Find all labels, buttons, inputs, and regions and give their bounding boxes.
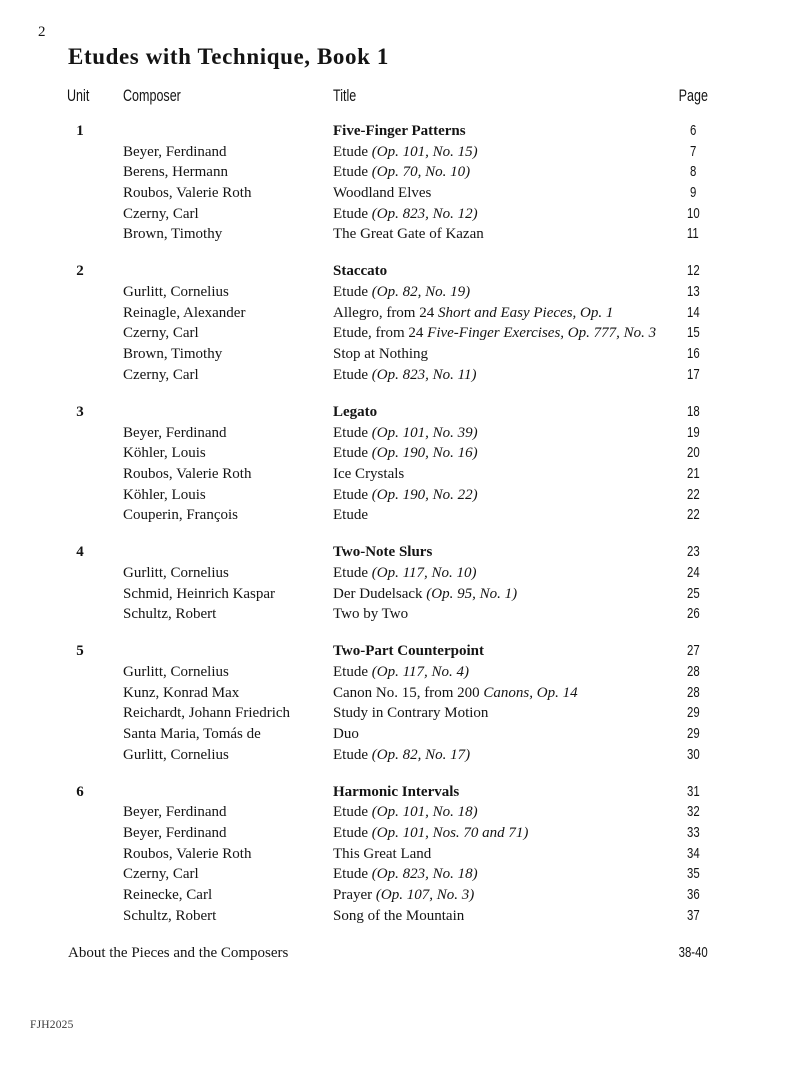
unit-block bbox=[60, 641, 720, 765]
composer-cell: Berens, Hermann bbox=[123, 164, 228, 181]
page-cell bbox=[655, 303, 731, 324]
title-cell bbox=[333, 542, 663, 563]
page-cell bbox=[655, 864, 731, 885]
composer-cell: Santa Maria, Tomás de bbox=[123, 726, 261, 743]
page-number: 24 bbox=[686, 563, 700, 581]
title-opus-italic: Canons, Op. 14 bbox=[483, 684, 578, 701]
composer-cell: Gurlitt, Cornelius bbox=[123, 284, 229, 301]
title-opus-italic: (Op. 823, No. 18) bbox=[371, 866, 478, 883]
composer-cell: Reinecke, Carl bbox=[123, 887, 213, 904]
composer-cell: Czerny, Carl bbox=[123, 366, 199, 383]
unit-block bbox=[60, 542, 720, 625]
title-cell bbox=[333, 641, 663, 662]
title-text: Etude bbox=[333, 284, 372, 301]
page-cell bbox=[655, 662, 731, 683]
page-number: 32 bbox=[686, 803, 700, 821]
composer-cell: Czerny, Carl bbox=[123, 325, 199, 342]
unit-number-cell bbox=[60, 703, 100, 724]
title-text: Two-Note Slurs bbox=[333, 544, 433, 561]
title-text: Duo bbox=[333, 726, 359, 743]
unit-number-cell bbox=[60, 724, 100, 745]
title-text: Two-Part Counterpoint bbox=[333, 643, 484, 660]
unit-number-cell bbox=[60, 683, 100, 704]
page-number: 30 bbox=[686, 745, 700, 763]
composer-cell: Czerny, Carl bbox=[123, 866, 199, 883]
unit-header-row bbox=[60, 402, 720, 423]
unit-number-cell bbox=[60, 584, 100, 605]
page-cell bbox=[655, 683, 731, 704]
composer-cell: Brown, Timothy bbox=[123, 226, 223, 243]
title-cell bbox=[333, 423, 663, 444]
title-opus-italic: (Op. 117, No. 4) bbox=[371, 664, 469, 680]
unit-block bbox=[60, 121, 720, 245]
page-number: 17 bbox=[686, 365, 700, 383]
page-cell bbox=[655, 402, 731, 423]
unit-number-cell bbox=[60, 344, 100, 365]
unit-number-cell bbox=[60, 204, 100, 225]
unit-header-row bbox=[60, 542, 720, 563]
composer-cell: Beyer, Ferdinand bbox=[123, 143, 227, 160]
page-cell bbox=[655, 563, 731, 584]
piece-row bbox=[60, 745, 720, 766]
composer-cell: Reinagle, Alexander bbox=[123, 304, 246, 321]
unit-number-cell: 2 bbox=[76, 263, 84, 280]
composer-cell: Beyer, Ferdinand bbox=[123, 825, 227, 842]
page-number: 8 bbox=[689, 163, 697, 181]
page-cell bbox=[655, 802, 731, 823]
unit-number-cell: 3 bbox=[76, 403, 84, 420]
title-text: Der Dudelsack bbox=[333, 585, 427, 602]
page-number: 16 bbox=[686, 345, 700, 363]
unit-number-cell bbox=[60, 323, 100, 344]
page-cell bbox=[655, 641, 731, 662]
title-text: Allegro, from 24 bbox=[333, 304, 438, 321]
page-number: 18 bbox=[686, 402, 700, 420]
page-number: 27 bbox=[686, 642, 700, 660]
title-text: Etude bbox=[333, 486, 372, 503]
publisher-plate-code: FJH2025 bbox=[30, 1019, 74, 1031]
page-cell bbox=[655, 365, 731, 386]
piece-row bbox=[60, 885, 720, 906]
page-cell bbox=[655, 542, 731, 563]
title-cell bbox=[333, 662, 663, 683]
unit-block bbox=[60, 402, 720, 526]
title-cell bbox=[333, 402, 663, 423]
unit-header-row bbox=[60, 782, 720, 803]
column-header-composer: Composer bbox=[123, 87, 181, 105]
composer-cell: Roubos, Valerie Roth bbox=[123, 465, 252, 482]
page-cell bbox=[655, 443, 731, 464]
piece-row bbox=[60, 505, 720, 526]
piece-row bbox=[60, 724, 720, 745]
column-header-title: Title bbox=[333, 87, 357, 105]
page-cell bbox=[655, 224, 731, 245]
page-cell bbox=[655, 423, 731, 444]
page-cell bbox=[655, 121, 731, 142]
composer-cell: Czerny, Carl bbox=[123, 205, 199, 222]
composer-cell: Schmid, Heinrich Kaspar bbox=[123, 585, 276, 602]
composer-cell: Kunz, Konrad Max bbox=[123, 684, 240, 701]
unit-header-row bbox=[60, 121, 720, 142]
title-text: Etude bbox=[333, 664, 372, 680]
page-number: 22 bbox=[686, 485, 700, 503]
unit-number-cell bbox=[60, 443, 100, 464]
title-text: Etude bbox=[333, 866, 372, 883]
title-cell bbox=[333, 282, 663, 303]
piece-row bbox=[60, 906, 720, 927]
piece-row bbox=[60, 282, 720, 303]
title-cell bbox=[333, 464, 663, 485]
title-text: Song of the Mountain bbox=[333, 907, 465, 924]
page-number: 34 bbox=[686, 844, 700, 862]
composer-cell: Schultz, Robert bbox=[123, 907, 217, 924]
piece-row bbox=[60, 584, 720, 605]
page-number: 15 bbox=[686, 324, 700, 342]
unit-number-cell bbox=[60, 365, 100, 386]
title-opus-italic: (Op. 95, No. 1) bbox=[426, 585, 518, 602]
unit-number-cell bbox=[60, 662, 100, 683]
piece-row bbox=[60, 365, 720, 386]
title-text: The Great Gate of Kazan bbox=[333, 226, 484, 243]
page-number: 28 bbox=[686, 683, 700, 701]
page-cell bbox=[655, 604, 731, 625]
unit-header-row bbox=[60, 641, 720, 662]
unit-number-cell bbox=[60, 162, 100, 183]
title-cell bbox=[333, 443, 663, 464]
title-cell bbox=[333, 563, 663, 584]
unit-header-row bbox=[60, 261, 720, 282]
page-number: 26 bbox=[686, 605, 700, 623]
unit-number-cell: 1 bbox=[76, 123, 84, 139]
title-cell bbox=[333, 724, 663, 745]
title-cell bbox=[333, 844, 663, 865]
unit-number-cell: 5 bbox=[76, 643, 84, 660]
page-number: 31 bbox=[686, 782, 700, 800]
title-text: Etude bbox=[333, 143, 372, 160]
composer-cell: Gurlitt, Cornelius bbox=[123, 564, 229, 581]
title-cell bbox=[333, 224, 663, 245]
title-opus-italic: (Op. 101, Nos. 70 and 71) bbox=[371, 825, 529, 842]
piece-row bbox=[60, 183, 720, 204]
title-text: Etude bbox=[333, 746, 372, 763]
piece-row bbox=[60, 344, 720, 365]
title-opus-italic: (Op. 823, No. 11) bbox=[371, 366, 477, 383]
title-opus-italic: (Op. 190, No. 16) bbox=[371, 445, 478, 462]
unit-number-cell bbox=[60, 885, 100, 906]
composer-cell: Roubos, Valerie Roth bbox=[123, 185, 252, 202]
page-cell bbox=[655, 906, 731, 927]
title-cell bbox=[333, 885, 663, 906]
title-opus-italic: (Op. 101, No. 39) bbox=[371, 424, 478, 441]
title-opus-italic: (Op. 107, No. 3) bbox=[375, 887, 475, 904]
toc-table bbox=[60, 87, 720, 964]
unit-number-cell bbox=[60, 604, 100, 625]
page-cell bbox=[655, 505, 731, 526]
composer-cell: Schultz, Robert bbox=[123, 606, 217, 623]
title-text: Etude bbox=[333, 507, 368, 524]
unit-number-cell: 4 bbox=[76, 544, 84, 561]
page-number: 35 bbox=[686, 865, 700, 883]
page-number: 25 bbox=[686, 584, 700, 602]
title-text: Etude bbox=[333, 424, 372, 441]
piece-row bbox=[60, 662, 720, 683]
title-text: Etude bbox=[333, 804, 372, 821]
unit-number-cell bbox=[60, 282, 100, 303]
unit-number-cell bbox=[60, 224, 100, 245]
page-number: 11 bbox=[687, 225, 699, 243]
title-cell bbox=[333, 204, 663, 225]
title-text: Woodland Elves bbox=[333, 185, 432, 202]
toc-units bbox=[60, 121, 720, 927]
page-number: 6 bbox=[689, 122, 697, 139]
page-number: 29 bbox=[686, 725, 700, 743]
page-cell bbox=[655, 282, 731, 303]
page-cell bbox=[655, 323, 731, 344]
piece-row bbox=[60, 823, 720, 844]
page-cell bbox=[655, 142, 731, 163]
title-text: Ice Crystals bbox=[333, 465, 405, 482]
title-text: This Great Land bbox=[333, 845, 432, 862]
title-opus-italic: (Op. 82, No. 17) bbox=[371, 746, 471, 763]
composer-cell: Beyer, Ferdinand bbox=[123, 804, 227, 821]
title-text: Etude bbox=[333, 564, 372, 581]
title-cell bbox=[333, 323, 663, 344]
title-cell bbox=[333, 261, 663, 282]
page-cell bbox=[655, 782, 731, 803]
unit-number-cell bbox=[60, 906, 100, 927]
page-number: 10 bbox=[686, 204, 700, 222]
unit-block bbox=[60, 782, 720, 927]
page-cell bbox=[655, 703, 731, 724]
title-opus-italic: (Op. 190, No. 22) bbox=[371, 486, 478, 503]
title-opus-italic: Five-Finger Exercises, Op. 777, No. 3 bbox=[427, 325, 657, 342]
page-cell bbox=[655, 183, 731, 204]
page-number: 9 bbox=[689, 184, 697, 202]
unit-number-cell bbox=[60, 505, 100, 526]
unit-number-cell bbox=[60, 485, 100, 506]
page-number: 28 bbox=[686, 663, 700, 680]
piece-row bbox=[60, 864, 720, 885]
title-cell bbox=[333, 183, 663, 204]
page-number: 23 bbox=[686, 543, 700, 561]
piece-row bbox=[60, 485, 720, 506]
title-cell bbox=[333, 344, 663, 365]
unit-block bbox=[60, 261, 720, 385]
page-cell bbox=[655, 584, 731, 605]
unit-number-cell bbox=[60, 563, 100, 584]
title-cell bbox=[333, 782, 663, 803]
title-text: Etude bbox=[333, 445, 372, 462]
page-cell bbox=[655, 485, 731, 506]
piece-row bbox=[60, 303, 720, 324]
title-cell bbox=[333, 802, 663, 823]
title-cell bbox=[333, 485, 663, 506]
piece-row bbox=[60, 323, 720, 344]
title-text: Study in Contrary Motion bbox=[333, 705, 489, 722]
page-cell bbox=[655, 344, 731, 365]
composer-cell: Brown, Timothy bbox=[123, 346, 223, 363]
title-cell bbox=[333, 906, 663, 927]
title-text: Staccato bbox=[333, 263, 388, 280]
piece-row bbox=[60, 204, 720, 225]
page-number: 33 bbox=[686, 824, 700, 842]
page-number: 29 bbox=[686, 704, 700, 722]
title-cell bbox=[333, 303, 663, 324]
page-number: 19 bbox=[686, 423, 700, 441]
about-label: About the Pieces and the Composers bbox=[68, 944, 289, 961]
page-cell bbox=[655, 823, 731, 844]
unit-number-cell bbox=[60, 823, 100, 844]
title-text: Prayer bbox=[333, 887, 376, 904]
title-text: Etude bbox=[333, 825, 372, 842]
piece-row bbox=[60, 423, 720, 444]
title-cell bbox=[333, 142, 663, 163]
unit-number-cell bbox=[60, 303, 100, 324]
piece-row bbox=[60, 464, 720, 485]
title-text: Etude bbox=[333, 164, 372, 181]
title-cell bbox=[333, 121, 663, 142]
title-text: Harmonic Intervals bbox=[333, 783, 460, 800]
title-text: Etude bbox=[333, 366, 372, 383]
title-cell bbox=[333, 703, 663, 724]
title-cell bbox=[333, 584, 663, 605]
page-number: 37 bbox=[686, 906, 700, 924]
piece-row bbox=[60, 443, 720, 464]
piece-row bbox=[60, 162, 720, 183]
title-text: Stop at Nothing bbox=[333, 346, 429, 363]
page-cell bbox=[655, 204, 731, 225]
unit-number-cell bbox=[60, 423, 100, 444]
title-cell bbox=[333, 864, 663, 885]
page-cell bbox=[655, 162, 731, 183]
title-opus-italic: (Op. 823, No. 12) bbox=[371, 205, 478, 222]
title-cell bbox=[333, 505, 663, 526]
page-number: 20 bbox=[686, 444, 700, 462]
title-cell bbox=[333, 823, 663, 844]
page-number-corner: 2 bbox=[38, 24, 46, 40]
page-number: 13 bbox=[686, 283, 700, 301]
title-opus-italic: (Op. 70, No. 10) bbox=[371, 164, 471, 181]
column-header-row bbox=[60, 87, 720, 105]
unit-number-cell bbox=[60, 464, 100, 485]
about-row bbox=[60, 943, 720, 964]
title-cell bbox=[333, 745, 663, 766]
piece-row bbox=[60, 844, 720, 865]
title-opus-italic: (Op. 101, No. 15) bbox=[371, 143, 478, 160]
page-cell bbox=[655, 724, 731, 745]
page-number: 14 bbox=[686, 303, 700, 321]
title-opus-italic: (Op. 101, No. 18) bbox=[371, 804, 478, 821]
title-text: Five-Finger Patterns bbox=[333, 123, 466, 139]
unit-number-cell bbox=[60, 142, 100, 163]
column-header-unit: Unit bbox=[67, 87, 90, 105]
book-title: Etudes with Technique, Book 1 bbox=[68, 44, 389, 69]
title-text: Canon No. 15, from 200 bbox=[333, 684, 484, 701]
page-number: 36 bbox=[686, 886, 700, 904]
page-cell bbox=[655, 261, 731, 282]
title-cell bbox=[333, 683, 663, 704]
about-page-number: 38-40 bbox=[678, 943, 708, 961]
piece-row bbox=[60, 604, 720, 625]
title-opus-italic: (Op. 82, No. 19) bbox=[371, 284, 471, 301]
piece-row bbox=[60, 224, 720, 245]
composer-cell: Köhler, Louis bbox=[123, 486, 206, 503]
composer-cell: Couperin, François bbox=[123, 507, 238, 524]
column-header-page: Page bbox=[678, 87, 708, 105]
composer-cell: Reichardt, Johann Friedrich bbox=[123, 705, 291, 722]
page-number: 7 bbox=[689, 142, 697, 160]
composer-cell: Gurlitt, Cornelius bbox=[123, 746, 229, 763]
title-cell bbox=[333, 162, 663, 183]
page-number: 21 bbox=[686, 464, 700, 482]
title-opus-italic: (Op. 117, No. 10) bbox=[371, 564, 477, 581]
page-cell bbox=[655, 844, 731, 865]
page-cell bbox=[655, 885, 731, 906]
page-cell bbox=[655, 745, 731, 766]
title-cell bbox=[333, 604, 663, 625]
title-text: Two by Two bbox=[333, 606, 409, 623]
unit-number-cell bbox=[60, 844, 100, 865]
piece-row bbox=[60, 802, 720, 823]
piece-row bbox=[60, 563, 720, 584]
page-number: 22 bbox=[686, 506, 700, 524]
page-number: 12 bbox=[686, 262, 700, 280]
composer-cell: Gurlitt, Cornelius bbox=[123, 664, 229, 680]
piece-row bbox=[60, 683, 720, 704]
unit-number-cell bbox=[60, 183, 100, 204]
piece-row bbox=[60, 142, 720, 163]
title-text: Legato bbox=[333, 403, 378, 420]
piece-row bbox=[60, 703, 720, 724]
title-text: Etude, from 24 bbox=[333, 325, 428, 342]
title-text: Etude bbox=[333, 205, 372, 222]
unit-number-cell bbox=[60, 745, 100, 766]
composer-cell: Roubos, Valerie Roth bbox=[123, 845, 252, 862]
unit-number-cell: 6 bbox=[76, 783, 84, 800]
unit-number-cell bbox=[60, 802, 100, 823]
unit-number-cell bbox=[60, 864, 100, 885]
composer-cell: Beyer, Ferdinand bbox=[123, 424, 227, 441]
composer-cell: Köhler, Louis bbox=[123, 445, 206, 462]
page-cell bbox=[655, 464, 731, 485]
title-opus-italic: Short and Easy Pieces, Op. 1 bbox=[437, 304, 614, 321]
title-cell bbox=[333, 365, 663, 386]
